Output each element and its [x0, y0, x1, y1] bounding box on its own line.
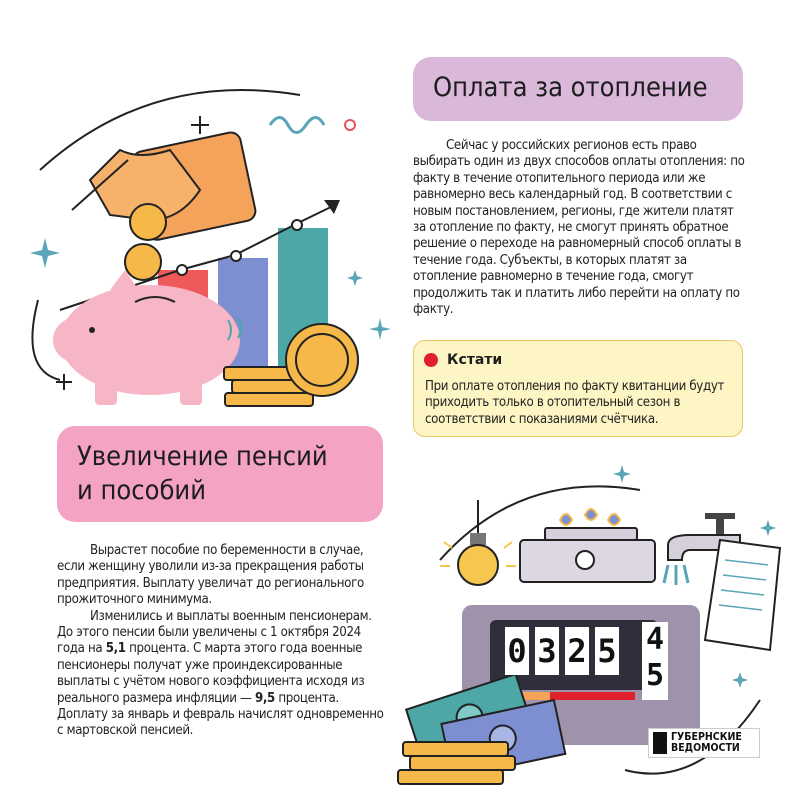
coin-stack — [398, 742, 515, 784]
sparkle-icon — [732, 672, 748, 688]
note-title: Кстати — [447, 352, 503, 368]
sparkle-icon — [347, 270, 363, 286]
pension-paragraph-2 — [57, 609, 389, 740]
pension-p2-text: процента. Доплату за январь и февраль начислят одновременно с мартовской пенсией. — [57, 690, 384, 739]
sparkle-icon — [760, 520, 776, 536]
plus-icon — [56, 374, 72, 390]
plus-icon — [191, 116, 209, 134]
logo-line2: ВЕДОМОСТИ — [671, 742, 740, 754]
heating-title: Оплата за отопление — [433, 72, 708, 103]
meter-rolling-digit — [642, 622, 668, 700]
meter-digit: 3 — [535, 627, 559, 675]
receipt-paper — [705, 540, 780, 650]
sparkle-icon — [613, 465, 631, 483]
pension-p2-text: Изменились и выплаты военным пенсионерам. До этого пенсии были увеличены с 1 октября 2024 года на — [57, 608, 372, 657]
pension-value-9-5: 9,5 — [254, 690, 275, 706]
note-text: При оплате отопления по факту квитанции будут приходить только в отопительный сезон в соответствии с показаниями счётчика. — [425, 379, 725, 427]
meter-digit: 5 — [595, 627, 619, 675]
piggy-bank — [53, 270, 240, 405]
gas-stove — [520, 509, 655, 582]
pension-title — [77, 440, 328, 508]
meter-digit: 0 — [505, 627, 529, 675]
meter-digit: 2 — [565, 627, 589, 675]
pension-title-line1: Увеличение пенсий — [77, 441, 328, 472]
meter-rolling-digit-bottom: 5 — [645, 658, 665, 693]
pension-value-5-1: 5,1 — [105, 641, 126, 657]
meter-digits — [505, 627, 619, 675]
spiral-decoration — [270, 118, 324, 133]
sparkle-icon — [369, 318, 391, 340]
finance-illustration — [0, 70, 400, 430]
coin — [125, 244, 161, 280]
pension-text — [57, 543, 389, 740]
lightbulb-icon — [440, 500, 516, 585]
logo-emblem-icon — [653, 732, 667, 754]
pension-p2-text: процента. С марта этого года военные пенсионеры получат уже проиндексированные выплаты с учётом нового коэффициента исходя из реального размера инфляции — — [57, 641, 365, 706]
coin — [130, 204, 166, 240]
logo-line1: ГУБЕРНСКИЕ — [671, 731, 742, 743]
publisher-logo — [648, 728, 760, 758]
pension-paragraph-1: Вырастет пособие по беременности в случае, если женщину уволили из-за прекращения работы предприятия. Выплату увеличат до регионального прожиточного минимума. — [57, 543, 364, 608]
heating-paragraph: Сейчас у российских регионов есть право выбирать один из двух способов оплаты отопления: по факту в течение отопительного периода или же равномерно весь календарный год. В соответствии с новым постановлением, регионы, где жители платят за отопление по факту, не смогут принять обратное решение о переходе на равномерный способ оплаты в течение года. Субъекты, в которых платят за отопление равномерно в течение года, смогут продолжить так и платить либо перейти на оплату по факту. — [413, 138, 745, 318]
meter-rolling-digit-top: 4 — [645, 622, 665, 657]
pension-title-line2: и пособий — [77, 475, 206, 506]
note-dot-icon — [424, 353, 438, 367]
heating-text — [413, 138, 748, 318]
sparkle-icon — [30, 238, 60, 268]
